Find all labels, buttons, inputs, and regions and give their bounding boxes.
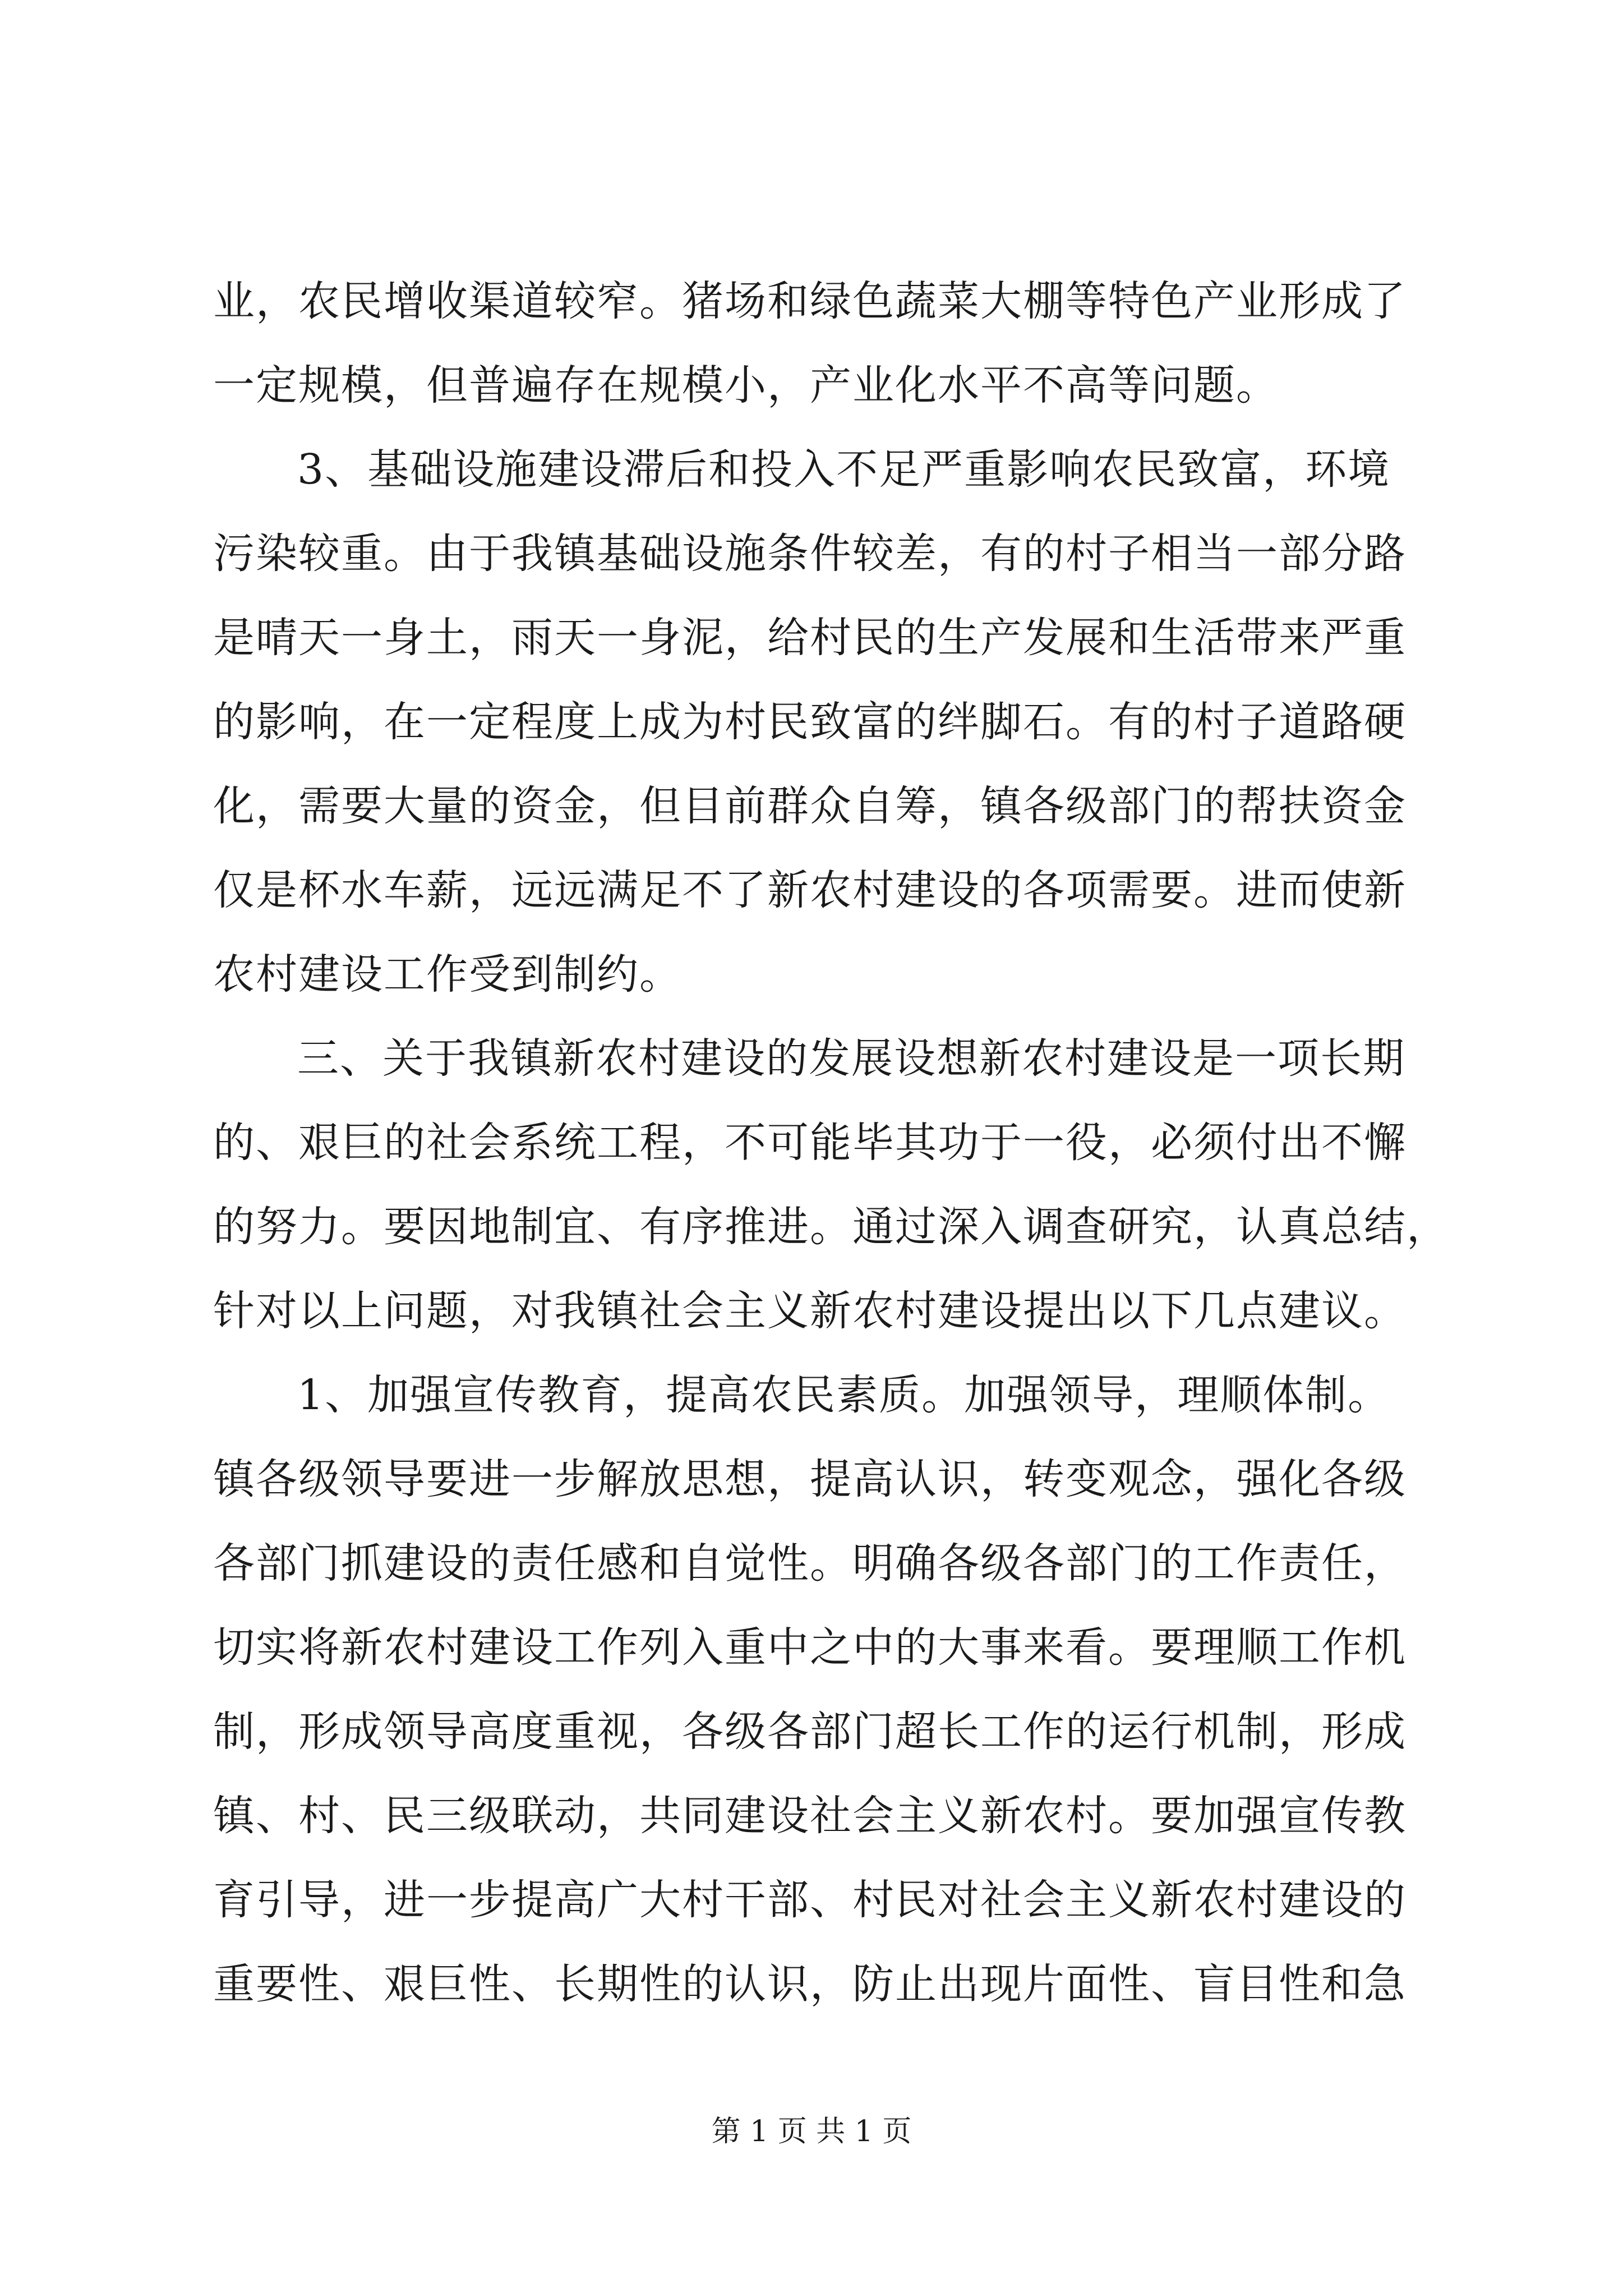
text-line: 的、艰巨的社会系统工程，不可能毕其功于一役，必须付出不懈 xyxy=(213,1119,1407,1167)
text-line: 是晴天一身土，雨天一身泥，给村民的生产发展和生活带来严重 xyxy=(213,614,1407,662)
text-line: 镇、村、民三级联动，共同建设社会主义新农村。要加强宣传教 xyxy=(213,1792,1407,1840)
body-text xyxy=(213,259,1449,2026)
text-line: 制，形成领导高度重视，各级各部门超长工作的运行机制，形成 xyxy=(213,1708,1407,1756)
text-line: 针对以上问题，对我镇社会主义新农村建设提出以下几点建议。 xyxy=(213,1287,1407,1335)
text-line: 化，需要大量的资金，但目前群众自筹，镇各级部门的帮扶资金 xyxy=(213,782,1407,830)
text-line: 3、基础设施建设滞后和投入不足严重影响农民致富，环境 xyxy=(297,445,1391,494)
text-line: 1、加强宣传教育，提高农民素质。加强领导，理顺体制。 xyxy=(297,1371,1391,1419)
text-line: 污染较重。由于我镇基础设施条件较差，有的村子相当一部分路 xyxy=(213,530,1407,578)
page-footer xyxy=(0,2112,1623,2151)
text-line: 三、关于我镇新农村建设的发展设想新农村建设是一项长期 xyxy=(297,1034,1405,1083)
text-line: 一定规模，但普遍存在规模小，产业化水平不高等问题。 xyxy=(213,361,1279,409)
text-line: 的努力。要因地制宜、有序推进。通过深入调查研究，认真总结， xyxy=(213,1203,1449,1251)
text-line: 镇各级领导要进一步解放思想，提高认识，转变观念，强化各级 xyxy=(213,1455,1407,1503)
text-line: 切实将新农村建设工作列入重中之中的大事来看。要理顺工作机 xyxy=(213,1623,1407,1672)
text-line: 各部门抓建设的责任感和自觉性。明确各级各部门的工作责任， xyxy=(213,1539,1407,1588)
text-line: 重要性、艰巨性、长期性的认识，防止出现片面性、盲目性和急 xyxy=(213,1960,1407,2008)
text-line: 的影响，在一定程度上成为村民致富的绊脚石。有的村子道路硬 xyxy=(213,698,1407,746)
text-line: 农村建设工作受到制约。 xyxy=(213,950,682,999)
text-line: 仅是杯水车薪，远远满足不了新农村建设的各项需要。进而使新 xyxy=(213,866,1407,914)
text-line: 育引导，进一步提高广大村干部、村民对社会主义新农村建设的 xyxy=(213,1876,1407,1924)
page-number: 第 1 页 共 1 页 xyxy=(711,2115,912,2148)
text-line: 业，农民增收渠道较窄。猪场和绿色蔬菜大棚等特色产业形成了 xyxy=(213,277,1407,325)
